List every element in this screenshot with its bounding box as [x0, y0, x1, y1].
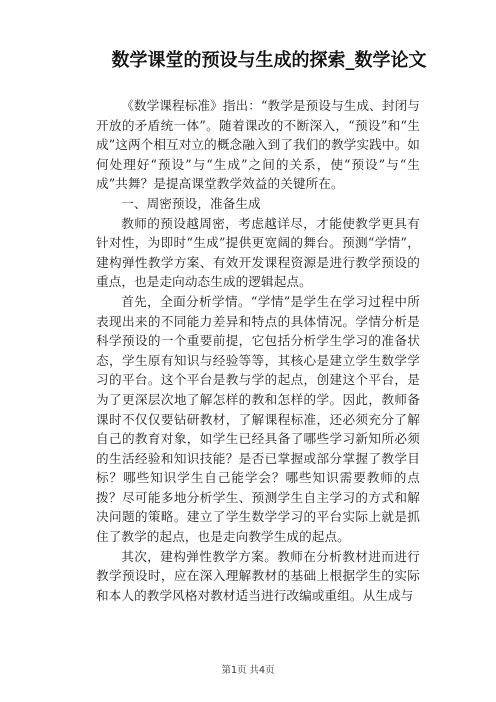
document-body [96, 96, 420, 605]
document-title: 数学课堂的预设与生成的探索_数学论文 [111, 50, 427, 71]
body-paragraph: 教师的预设越周密，考虑越详尽，才能使教学更具有针对性，为即时“生成”提供更宽阔的舞台。预测“学情”，建构弹性教学方案、有效开发课程资源是进行教学预设的重点，也是走向动态生成的逻辑起点。 [96, 215, 420, 290]
intro-paragraph: 《数学课程标准》指出：“教学是预设与生成、封闭与开放的矛盾统一体”。随着课改的不断深入，“预设”和“生成”这两个相互对立的概念融入到了我们的教学实践中。如何处理好“预设”与“生成”之间的关系，使“预设”与“生成”共舞？是提高课堂教学效益的关键所在。 [96, 98, 420, 192]
page-number: 第1页 共4页 [221, 665, 275, 676]
section-heading: 一、周密预设，准备生成 [121, 195, 261, 211]
body-paragraph: 首先，全面分析学情。“学情”是学生在学习过程中所表现出来的不同能力差异和特点的具体情况。学情分析是科学预设的一个重要前提，它包括分析学生学习的准备状态，学生原有知识与经验等等，其核心是建立学生数学学习的平台。这个平台是教与学的起点，创建这个平台，是为了更深层次地了解怎样的教和怎样的学。因此，教师备课时不仅仅要钻研教材，了解课程标准，还必须充分了解自己的教育对象，如学生已经具备了哪些学习新知所必须的生活经验和知识技能？是否已掌握或部分掌握了教学目标？哪些知识学生自己能学会？哪些知识需要教师的点拨？尽可能多地分析学生、预测学生自主学习的方式和解决问题的策略。建立了学生数学学习的平台实际上就是抓住了教学的起点，也是走向教学生成的起点。 [96, 293, 420, 545]
body-paragraph: 其次，建构弹性教学方案。教师在分析教材进而进行教学预设时，应在深入理解教材的基础上根据学生的实际和本人的教学风格对教材适当进行改编或重组。从生成与 [96, 548, 420, 603]
